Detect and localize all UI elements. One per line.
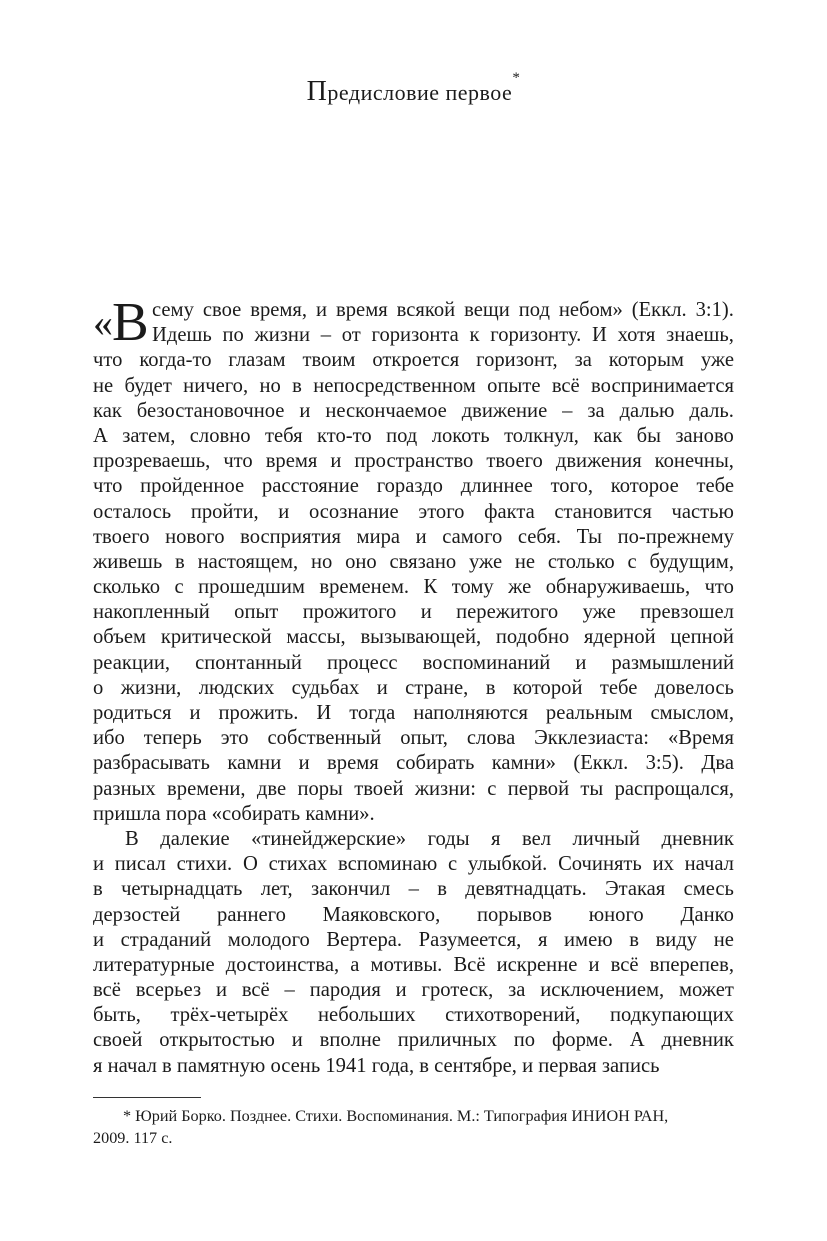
text-line: что пройденное расстояние гораздо длиннее того, которое тебе (93, 475, 734, 498)
text-line: литературные достоинства, а мотивы. Всё искренне и всё вперепев, (93, 953, 734, 976)
text-line: разных времени, две поры твоей жизни: с первой ты распрощался, (93, 777, 734, 800)
text-line: Идешь по жизни – от горизонта к горизонту. И хотя знаешь, (152, 324, 734, 347)
text-line: сколько с прошедшим временем. К тому же обнаруживаешь, что (93, 576, 734, 599)
footnote-line: * Юрий Борко. Позднее. Стихи. Воспоминания. М.: Типография ИНИОН РАН, (123, 1107, 669, 1125)
text-line: быть, трёх-четырёх небольших стихотворений, подкупающих (93, 1004, 734, 1027)
title-first-letter: П (306, 76, 328, 107)
text-line: родиться и прожить. И тогда наполняются реальным смыслом, (93, 702, 734, 724)
footnote (93, 1105, 734, 1149)
text-line: сему свое время, и время всякой вещи под небом» (Еккл. 3:1). (152, 299, 734, 321)
page-title (0, 70, 827, 108)
text-line: живешь в настоящем, но оно связано уже не столько с будущим, (93, 550, 734, 573)
footnote-marker: * (512, 70, 521, 86)
text-line: не будет ничего, но в непосредственном опыте всё воспринимается (93, 374, 734, 397)
text-line: я начал в памятную осень 1941 года, в сентябре, и первая запись (93, 1054, 660, 1077)
text-line: накопленный опыт прожитого и пережитого уже превзошел (93, 601, 734, 624)
text-line: и страданий молодого Вертера. Разумеется, я имею в виду не (93, 928, 734, 951)
text-line: о жизни, людских судьбах и стране, в которой тебе довелось (93, 676, 734, 699)
text-line: прозреваешь, что время и пространство твоего движения конечны, (93, 450, 734, 473)
text-line: А затем, словно тебя кто-то под локоть толкнул, как бы заново (93, 424, 734, 447)
text-line: своей открытостью и вполне приличных по форме. А дневник (93, 1029, 734, 1052)
text-line: как безостановочное и нескончаемое движение – за далью даль. (93, 399, 734, 422)
footnote-divider (93, 1097, 201, 1098)
text-line: в четырнадцать лет, закончил – в девятнадцать. Этакая смесь (93, 878, 734, 901)
paragraph-2 (93, 827, 734, 1079)
drop-cap (93, 291, 149, 352)
drop-cap-letter: В (112, 291, 149, 352)
text-line: В далекие «тинейджерские» годы я вел личный дневник (125, 827, 734, 850)
text-line: объем критической массы, вызывающей, подобно ядерной цепной (93, 626, 734, 649)
text-line: реакции, спонтанный процесс воспоминаний и размышлений (93, 651, 734, 674)
text-line: дерзостей раннего Маяковского, порывов юного Данко (93, 903, 734, 926)
footnote-line: 2009. 117 с. (93, 1129, 173, 1147)
text-line: ибо теперь это собственный опыт, слова Экклезиаста: «Время (93, 727, 734, 750)
text-line: что когда-то глазам твоим откроется горизонт, за которым уже (93, 349, 734, 372)
body-text (93, 291, 734, 1079)
text-line: осталось пройти, и осознание этого факта становится частью (93, 500, 734, 523)
text-line: разбрасывать камни и время собирать камни» (Еккл. 3:5). Два (93, 752, 734, 775)
text-line: и писал стихи. О стихах вспоминаю с улыбкой. Сочинять их начал (93, 853, 734, 876)
text-line: пришла пора «собирать камни». (93, 802, 375, 825)
drop-cap-quote: « (93, 300, 113, 345)
title-small-caps: редисловие первое (327, 80, 513, 105)
paragraph-1 (93, 298, 734, 827)
text-line: всё всерьез и всё – пародия и гротеск, за исключением, может (93, 979, 734, 1002)
text-line: твоего нового восприятия мира и самого себя. Ты по-прежнему (93, 525, 734, 548)
